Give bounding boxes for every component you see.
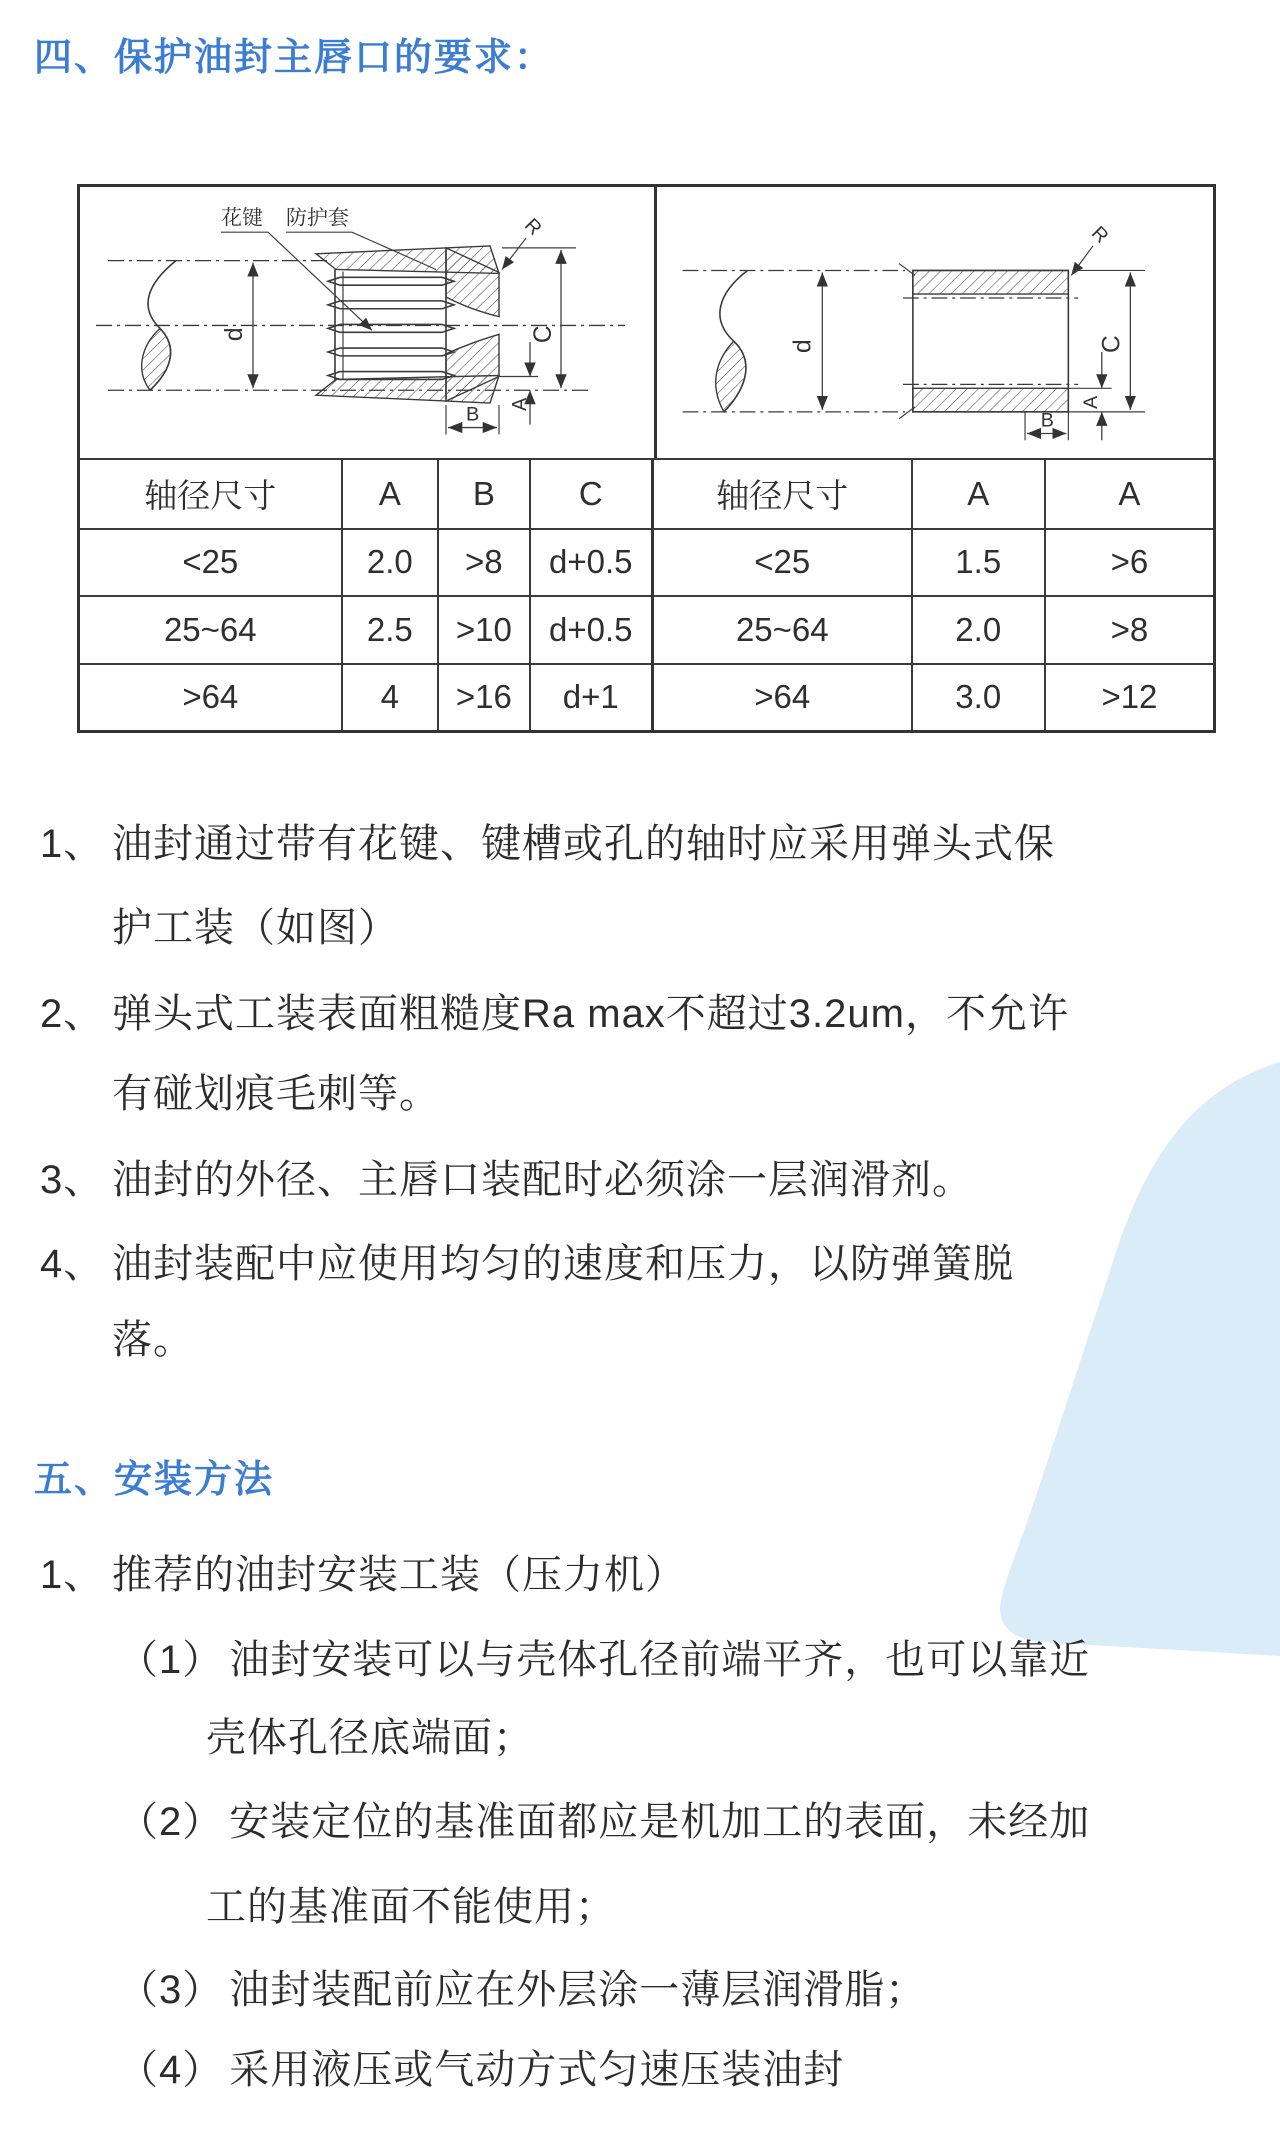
list-text: 采用液压或气动方式匀速压装油封 <box>229 2048 845 2092</box>
list-text: 推荐的油封安装工装（压力机） <box>112 1553 686 1597</box>
table-header-cell: A <box>1044 460 1213 528</box>
list-item-continuation <box>206 1883 616 1931</box>
dim-d-label: d <box>789 339 817 353</box>
seal-dimension-table <box>80 460 1213 730</box>
table-cell: 2.5 <box>341 595 437 663</box>
sleeve-callout-label: 防护套 <box>286 206 349 230</box>
table-cell: d+0.5 <box>529 528 651 596</box>
list-number: 3、 <box>40 1158 105 1202</box>
list-item-continuation <box>112 1070 440 1118</box>
seal-figure <box>77 184 1216 733</box>
table-cell: >16 <box>437 663 529 731</box>
list-text: 油封通过带有花键、键槽或孔的轴时应采用弹头式保 <box>112 822 1055 866</box>
decor-blob <box>990 1040 1280 1680</box>
plain-shaft-drawing <box>657 187 1213 458</box>
list-text: 安装定位的基准面都应是机加工的表面，未经加 <box>229 1800 1091 1844</box>
list-number: （1） <box>118 1638 224 1682</box>
dim-b-label: B <box>1040 409 1054 432</box>
table-cell: 25~64 <box>80 595 341 663</box>
drawing-plain-shaft <box>654 187 1213 458</box>
table-cell: >64 <box>80 663 341 731</box>
list-item <box>40 820 1055 868</box>
list-text: 壳体孔径底端面； <box>206 1716 534 1760</box>
list-item-continuation <box>206 1714 534 1762</box>
sub-list-item <box>118 1966 926 2014</box>
dim-c-label: C <box>529 325 558 344</box>
table-cell: >8 <box>1044 595 1213 663</box>
list-text: 油封的外径、主唇口装配时必须涂一层润滑剂。 <box>112 1158 973 1202</box>
table-cell: >10 <box>437 595 529 663</box>
list-item <box>40 1156 973 1204</box>
list-item <box>40 1551 686 1599</box>
list-text: 护工装（如图） <box>112 906 399 950</box>
table-cell: >64 <box>651 663 911 731</box>
table-cell: 2.0 <box>911 595 1044 663</box>
list-number: （3） <box>118 1968 224 2012</box>
table-cell: >6 <box>1044 528 1213 596</box>
dim-b-label: B <box>466 403 480 426</box>
table-cell: >12 <box>1044 663 1213 731</box>
table-cell: <25 <box>651 528 911 596</box>
table-header-cell: C <box>529 460 651 528</box>
list-text: 有碰划痕毛刺等。 <box>112 1072 440 1116</box>
list-item-continuation <box>112 904 399 952</box>
dim-c-label: C <box>1098 335 1126 353</box>
list-number: 4、 <box>40 1242 105 1286</box>
sub-list-item <box>118 2046 844 2094</box>
table-header-cell: 轴径尺寸 <box>651 460 911 528</box>
dim-a-label: A <box>508 397 532 411</box>
radius-label: R <box>519 214 546 240</box>
radius-label: R <box>1086 222 1113 248</box>
list-number: （4） <box>118 2048 224 2092</box>
table-cell: 25~64 <box>651 595 911 663</box>
drawing-splined-shaft <box>80 187 654 458</box>
list-text: 落。 <box>112 1318 194 1362</box>
dim-d-label: d <box>220 327 249 342</box>
table-cell: 3.0 <box>911 663 1044 731</box>
table-cell: 4 <box>341 663 437 731</box>
table-header-cell: A <box>911 460 1044 528</box>
list-number: 1、 <box>40 1553 105 1597</box>
table-header-cell: B <box>437 460 529 528</box>
sub-list-item <box>118 1636 1090 1684</box>
table-cell: d+1 <box>529 663 651 731</box>
splined-shaft-drawing <box>80 187 654 458</box>
list-item <box>40 1240 1014 1288</box>
list-number: 2、 <box>40 992 105 1036</box>
list-item <box>40 990 1069 1038</box>
list-text: 油封装配前应在外层涂一薄层润滑脂； <box>229 1968 927 2012</box>
list-text: 工的基准面不能使用； <box>206 1885 616 1929</box>
list-text: 油封装配中应使用均匀的速度和压力，以防弹簧脱 <box>112 1242 1014 1286</box>
table-cell: d+0.5 <box>529 595 651 663</box>
list-number: （2） <box>118 1800 224 1844</box>
table-cell: 1.5 <box>911 528 1044 596</box>
spline-callout-label: 花键 <box>221 206 263 230</box>
table-header-cell: 轴径尺寸 <box>144 477 277 515</box>
table-cell: 2.0 <box>341 528 437 596</box>
table-header-cell: A <box>341 460 437 528</box>
dim-a-label: A <box>1079 395 1102 409</box>
sub-list-item <box>118 1798 1090 1846</box>
list-number: 1、 <box>40 822 105 866</box>
technical-drawings <box>80 187 1213 460</box>
section5-title: 五、安装方法 <box>34 1459 275 1501</box>
table-cell: <25 <box>80 528 341 596</box>
list-text: 弹头式工装表面粗糙度Ra max不超过3.2um，不允许 <box>112 992 1069 1036</box>
list-text: 油封安装可以与壳体孔径前端平齐，也可以靠近 <box>229 1638 1091 1682</box>
list-item-continuation <box>112 1316 194 1364</box>
table-cell: >8 <box>437 528 529 596</box>
section4-title: 四、保护油封主唇口的要求： <box>34 37 555 79</box>
